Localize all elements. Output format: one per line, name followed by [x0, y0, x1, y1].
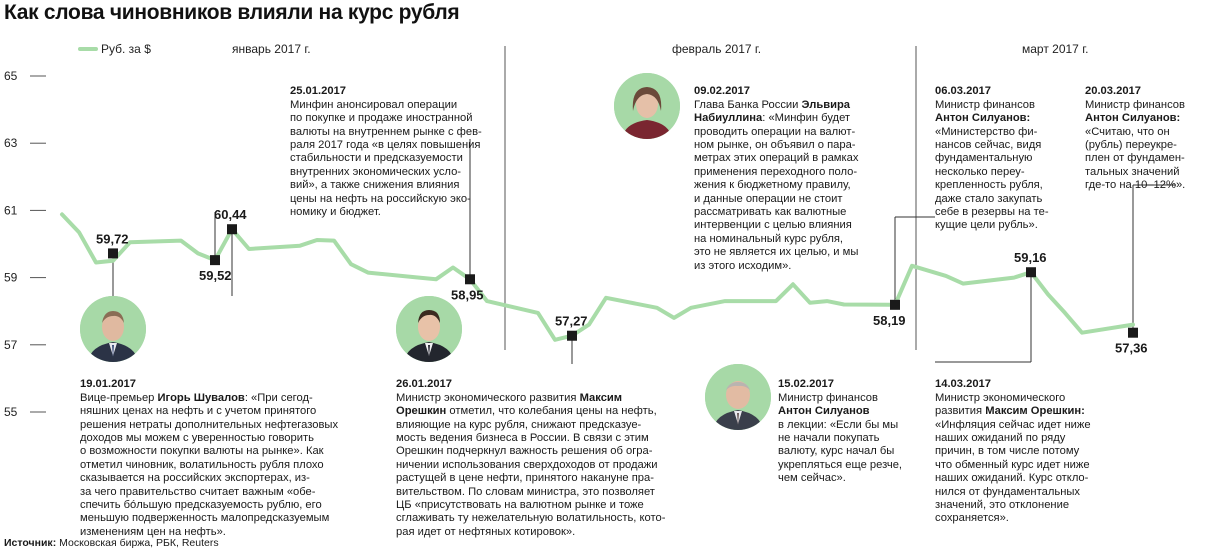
- annotation-09-02: [694, 72, 858, 273]
- annotation-date: 15.02.2017: [778, 378, 834, 391]
- annotation-text: Минфин анонсировал операции по покупке и продаже иностранной валюты на внутреннем рынке с фев- раля 2017 года «в целях повышения стабильности и предсказуемости внутренних экономических усло- вий», а также снижения влияния цены на нефть на российскую эко- номику и бюджет.: [290, 98, 482, 219]
- month-label-feb: февраль 2017 г.: [672, 42, 762, 56]
- data-point-label: 59,72: [96, 231, 129, 247]
- portrait-nabiullina-icon: [614, 73, 680, 139]
- portrait-siluanov-icon: [705, 364, 771, 430]
- data-point-marker: [227, 224, 237, 234]
- y-axis: [4, 69, 46, 419]
- avatar-oreshkin-jan: [396, 296, 462, 362]
- data-point-marker: [1128, 328, 1138, 338]
- avatar-shuvalov: [80, 296, 146, 362]
- portrait-shuvalov-icon: [80, 296, 146, 362]
- legend-label: Руб. за $: [101, 42, 151, 56]
- annotation-date: 14.03.2017: [935, 378, 991, 391]
- y-tick-label: 57: [4, 337, 18, 352]
- data-point-label: 60,44: [214, 207, 247, 223]
- data-point-label: 57,36: [1115, 340, 1148, 356]
- annotation-20-03: [1085, 72, 1185, 193]
- annotation-date: 26.01.2017: [396, 378, 452, 391]
- data-point-marker: [210, 255, 220, 265]
- annotation-date: 06.03.2017: [935, 85, 991, 98]
- data-point-marker: [465, 274, 475, 284]
- y-tick-label: 55: [4, 405, 18, 419]
- source-text: Московская биржа, РБК, Reuters: [59, 537, 219, 549]
- annotation-date: 20.03.2017: [1085, 85, 1141, 98]
- data-point-marker: [890, 300, 900, 310]
- y-tick-label: 59: [4, 270, 18, 285]
- avatar-siluanov-feb: [705, 364, 771, 430]
- annotation-06-03: [935, 72, 1049, 233]
- data-point-label: 57,27: [555, 313, 588, 329]
- annotation-text: Министр экономического развития Максим Орешкин отметил, что колебания цены на нефть, влияющие на курс рубля, снижают предсказуе- мость ведения бизнеса в России. В связи с этим Орешкин подчеркнул важность решения об огра- ничении использования сверхдоходов от продажи растущей в цене нефти, принятого накануне пра- вительством. По словам министра, это позволяет ЦБ «присутствовать на валютном рынке и тоже сглаживать ту нежелательную волатильность, кото- рая идет от нефтяных котировок».: [396, 391, 666, 538]
- portrait-oreshkin-icon: [396, 296, 462, 362]
- month-labels: [232, 42, 1088, 56]
- y-tick-label: 63: [4, 136, 18, 151]
- data-point-marker: [1026, 267, 1036, 277]
- annotation-date: 19.01.2017: [80, 378, 136, 391]
- y-tick-label: 61: [4, 203, 18, 218]
- data-point-label: 59,16: [1014, 250, 1047, 266]
- annotation-text: Министр экономического развития Максим Орешкин: «Инфляция сейчас идет ниже наших ожиданий по ряду причин, в том числе потому что обменный курс идет ниже наших ожиданий. Курс отклo- нился от фундаментальных значений, это отклонение сохраняется».: [935, 391, 1091, 525]
- source-note: [4, 537, 219, 549]
- data-point-marker: [108, 248, 118, 258]
- annotation-14-03: [935, 365, 1091, 526]
- annotation-25-01: [290, 72, 482, 219]
- annotation-19-01: [80, 365, 338, 539]
- y-tick-label: 65: [4, 69, 18, 83]
- data-point-label: 58,95: [451, 287, 484, 303]
- annotation-26-01: [396, 365, 665, 539]
- data-point-label: 58,19: [873, 312, 906, 328]
- page-title: Как слова чиновников влияли на курс рубля: [4, 1, 460, 24]
- legend: [80, 42, 151, 56]
- annotation-text: Министр финансов Антон Силуанов: «Считаю, что он (рубль) переукре- плен от фундамен- тальных значений где-то на 10–12%».: [1085, 98, 1186, 192]
- source-label: Источник:: [4, 537, 57, 549]
- avatar-nabiullina: [614, 73, 680, 139]
- annotation-date: 09.02.2017: [694, 85, 750, 98]
- annotation-text: Министр финансов Антон Силуанов: «Министерство фи- нансов сейчас, видя фундаментальную несколько переу- крепленность рубля, даже стало закупать себе в резервы на те- кущие цели рубль».: [935, 98, 1049, 232]
- data-point-label: 59,52: [199, 268, 232, 284]
- month-label-jan: январь 2017 г.: [232, 42, 311, 56]
- month-label-mar: март 2017 г.: [1022, 42, 1089, 56]
- annotation-text: Министр финансов Антон Силуанов в лекции: «Если бы мы не начали покупать валюту, курс начал бы укрепляться еще резче, чем сейчас».: [778, 391, 903, 485]
- annotation-text: Глава Банка России Эльвира Набиуллина: «Минфин будет проводить операции на валют- ном рынке, он объявил о пара- метрах этих операций в рамках применения переходного поло- жения к бюджетному правилу, и данные операции не стоит рассматривать как валютные интервенции с целью влияния на номинальный курс рубля, это не является их целью, и мы из этого исходим».: [694, 98, 859, 272]
- data-point-marker: [567, 331, 577, 341]
- annotation-15-02: [778, 365, 902, 486]
- annotation-text: Вице-премьер Игорь Шувалов: «При сегод- няшних ценах на нефть и с учетом принятого решения нетраты дополнительных нефтегазовых доходов мы можем с уверенностью говорить о возможности покупки валюты на рынке». Как отметил чиновник, волатильность рубля плохо сказывается на российских экспортерах, из- за чего правительство считает важным «обе- спечить бóльшую предсказуемость рублю, его меньшую подверженность малопредсказуемым изменениям цен на нефть».: [80, 391, 339, 538]
- annotation-date: 25.01.2017: [290, 85, 346, 98]
